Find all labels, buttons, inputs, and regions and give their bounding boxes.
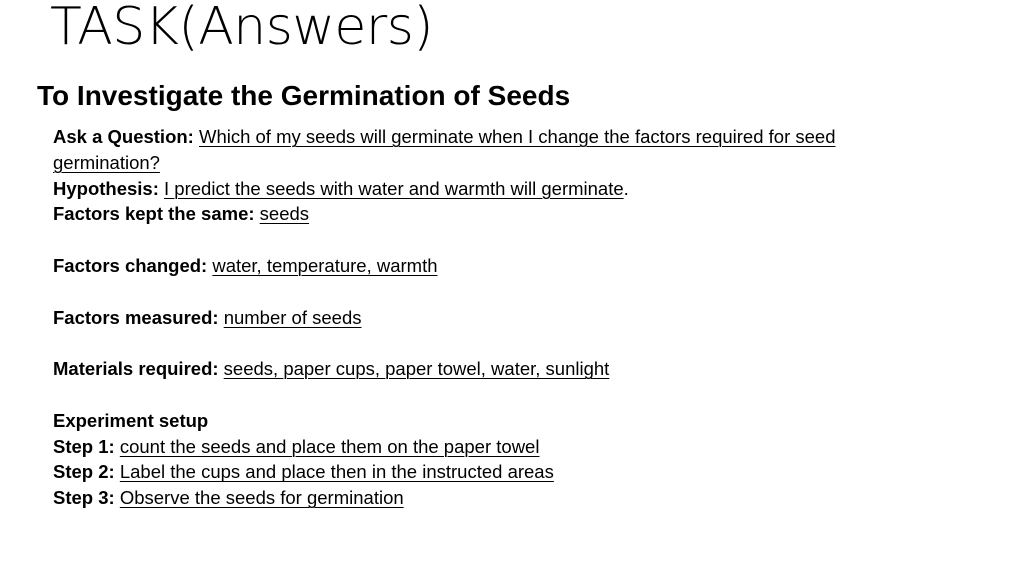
spacer xyxy=(53,227,933,253)
question-line xyxy=(53,124,933,176)
spacer xyxy=(53,279,933,305)
step-text: Label the cups and place then in the instructed areas xyxy=(119,461,554,483)
question-label: Ask a Question: xyxy=(53,126,194,147)
step-line xyxy=(53,459,933,485)
experiment-heading: Experiment setup xyxy=(53,409,209,431)
step-label: Step 3: xyxy=(53,487,115,509)
hypothesis-label: Hypothesis: xyxy=(53,177,159,199)
factors-changed-answer: water, temperature, warmth xyxy=(212,254,438,276)
step-line xyxy=(53,434,933,460)
step-label: Step 1: xyxy=(53,435,115,457)
factors-same-label: Factors kept the same: xyxy=(53,203,255,225)
materials-line xyxy=(53,356,933,382)
factors-measured-answer: number of seeds xyxy=(223,306,362,328)
factors-same-line xyxy=(53,201,933,227)
slide-title: TASK(Answers) xyxy=(50,0,434,57)
spacer xyxy=(53,330,933,356)
factors-changed-label: Factors changed: xyxy=(53,254,208,276)
question-answer: Which of my seeds will germinate when I change the factors required for seed germination? xyxy=(53,126,836,173)
step-text: Observe the seeds for germination xyxy=(119,487,404,509)
factors-same-answer: seeds xyxy=(259,203,310,225)
hypothesis-period: . xyxy=(623,177,629,199)
factors-measured-label: Factors measured: xyxy=(53,306,219,328)
task-body xyxy=(53,124,933,511)
spacer xyxy=(53,382,933,408)
materials-label: Materials required: xyxy=(53,358,219,380)
hypothesis-line xyxy=(53,176,933,202)
hypothesis-answer: I predict the seeds with water and warmth will germinate xyxy=(164,177,624,199)
slide-subtitle: To Investigate the Germination of Seeds xyxy=(37,80,571,111)
step-label: Step 2: xyxy=(53,461,115,483)
factors-measured-line xyxy=(53,305,933,331)
factors-changed-line xyxy=(53,253,933,279)
step-line xyxy=(53,485,933,511)
materials-answer: seeds, paper cups, paper towel, water, sunlight xyxy=(223,358,610,380)
step-text: count the seeds and place them on the paper towel xyxy=(119,435,540,457)
